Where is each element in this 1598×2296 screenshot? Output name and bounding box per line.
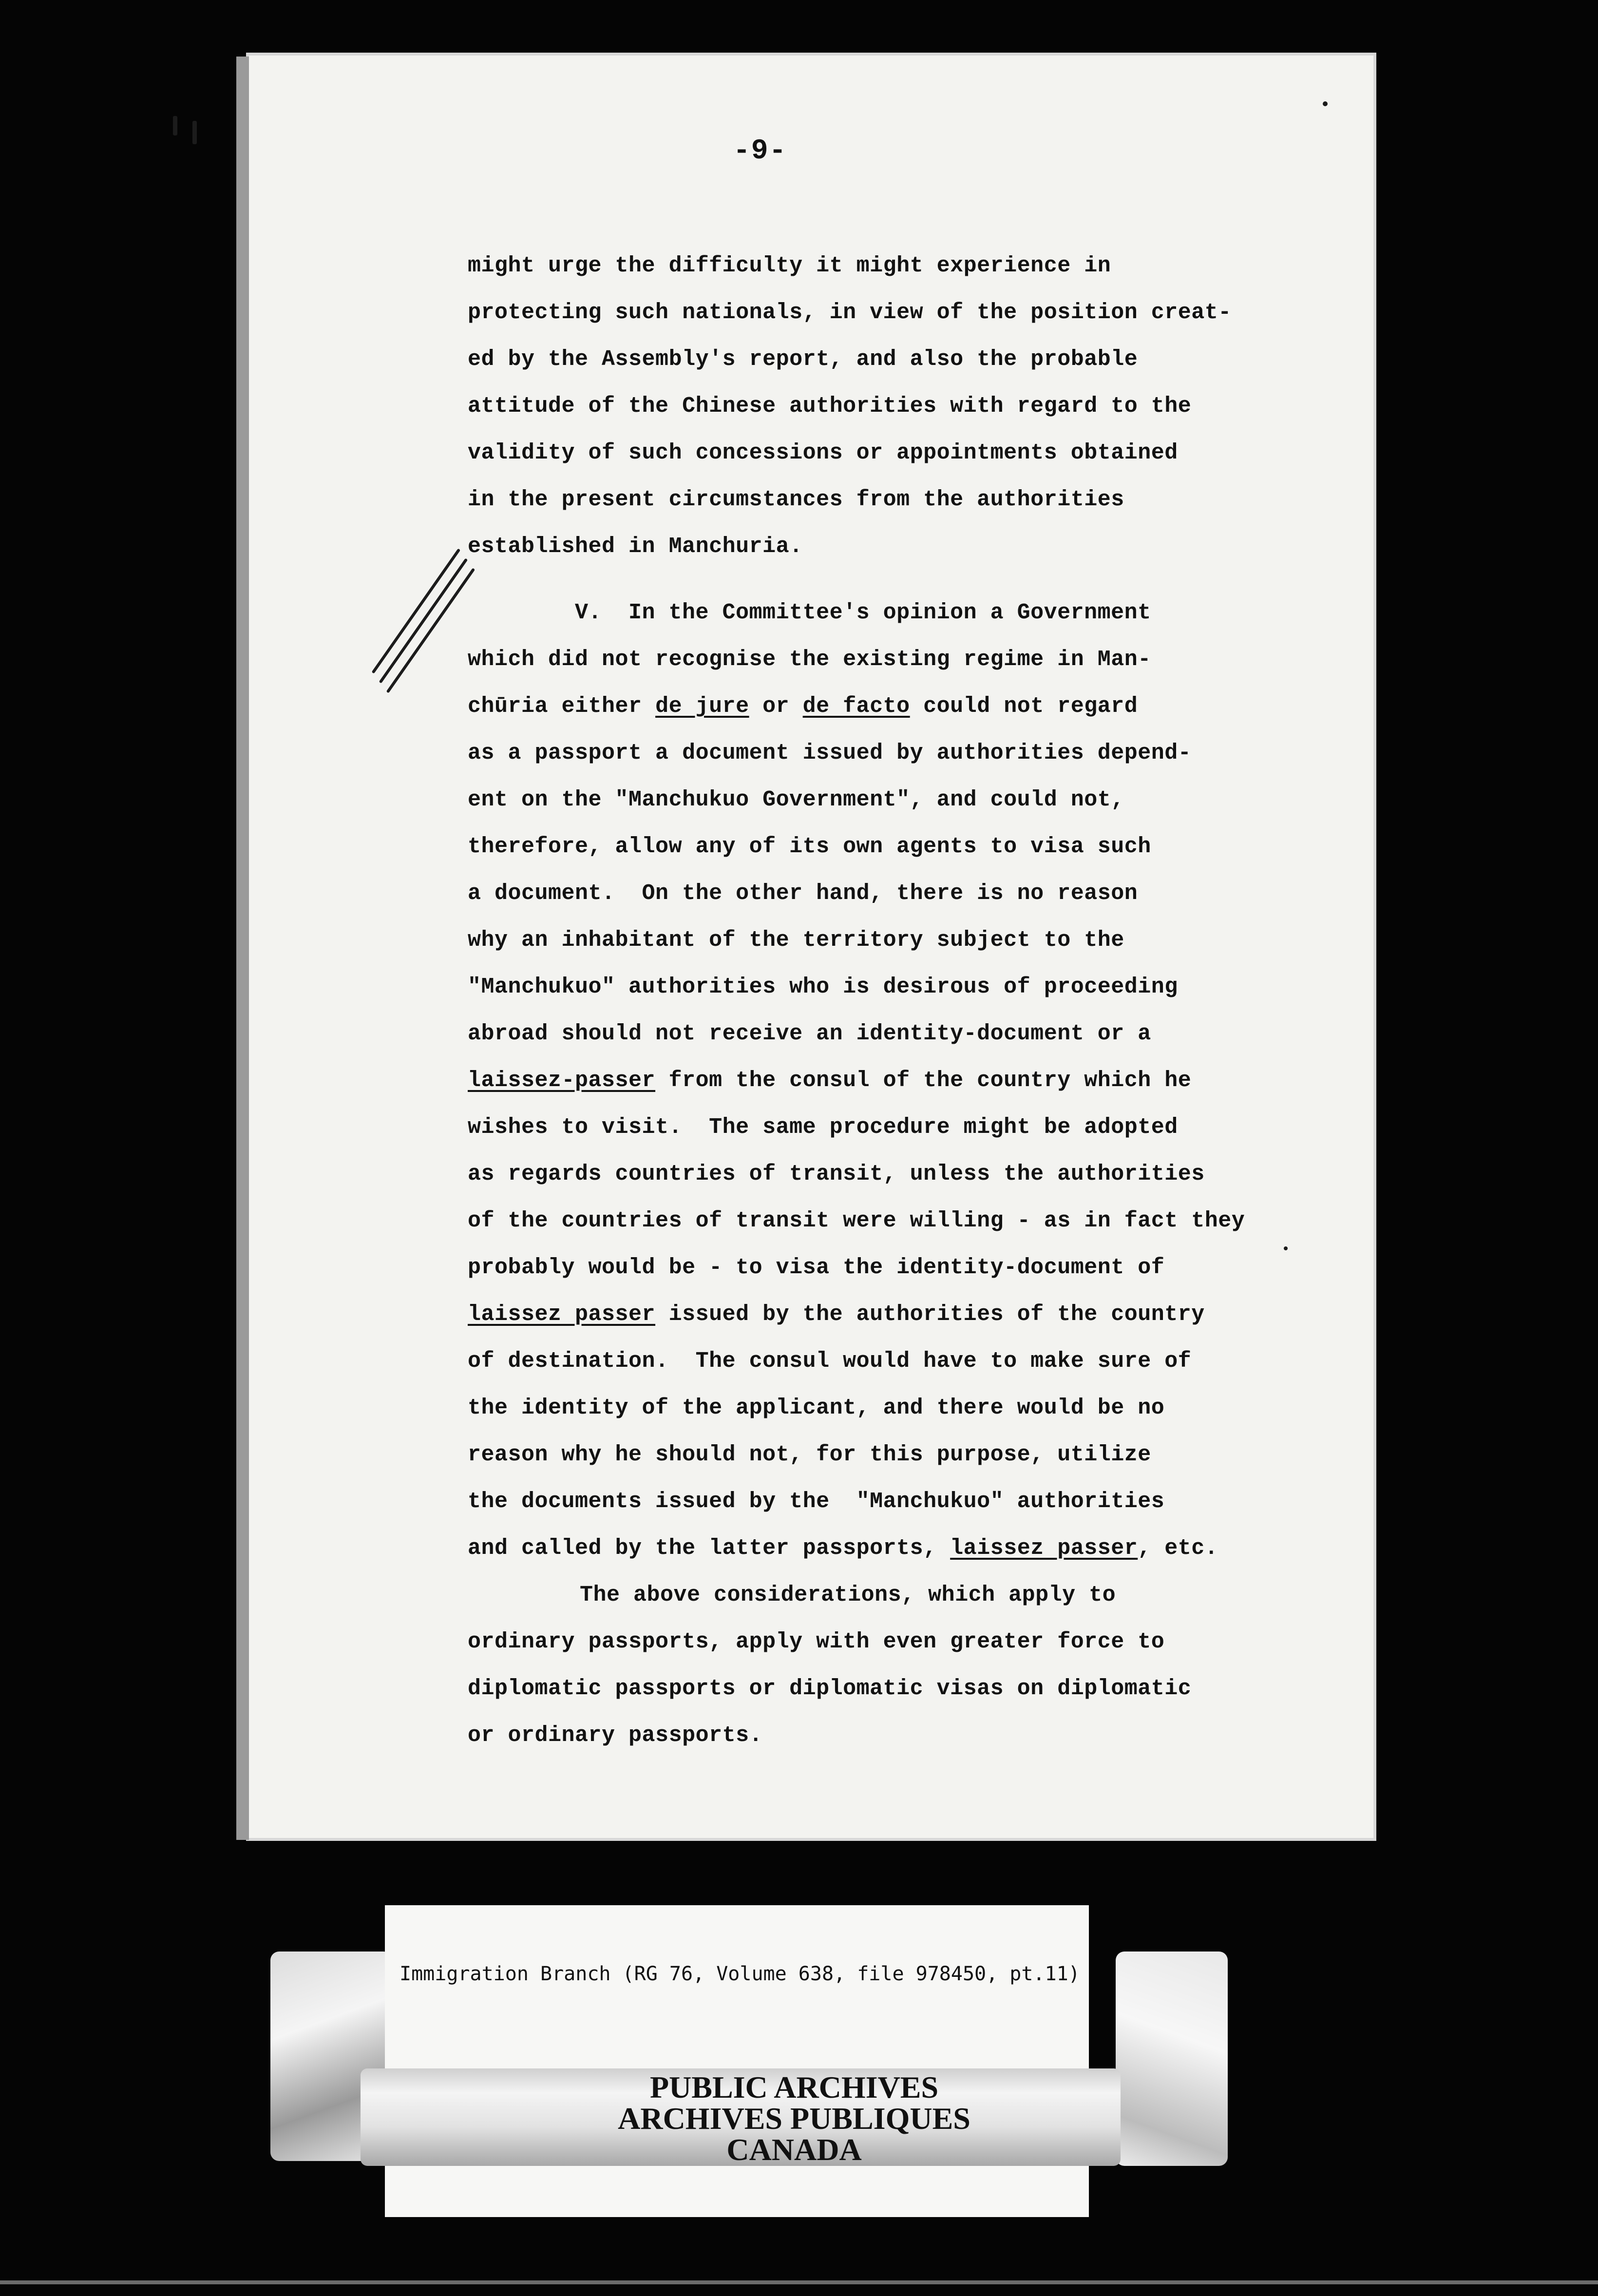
text-line: established in Manchuria.	[468, 534, 803, 559]
stamp-line: ARCHIVES PUBLIQUES	[618, 2101, 970, 2136]
text-segment: could not regard	[910, 694, 1138, 719]
text-line: abroad should not receive an identity-document or a	[468, 1021, 1151, 1046]
stamp-line: PUBLIC ARCHIVES	[649, 2070, 939, 2105]
underlined-term: de facto	[802, 694, 910, 719]
text-line: protecting such nationals, in view of the position creat-	[468, 300, 1232, 325]
text-line: or ordinary passports.	[468, 1723, 763, 1748]
text-segment: from the consul of the country which he	[655, 1068, 1192, 1093]
margin-pen-mark	[379, 558, 468, 683]
text-segment: , etc.	[1138, 1536, 1218, 1561]
text-line: the documents issued by the "Manchukuo" authorities	[468, 1489, 1165, 1514]
text-line: wishes to visit. The same procedure might be adopted	[468, 1115, 1178, 1140]
text-line	[468, 1291, 1345, 1338]
text-line: which did not recognise the existing regime in Man-	[468, 647, 1151, 672]
text-line	[468, 1057, 1345, 1104]
text-line	[468, 683, 1345, 730]
document-page	[246, 53, 1376, 1841]
text-line: why an inhabitant of the territory subject to the	[468, 928, 1124, 953]
text-segment: and called by the latter passports,	[468, 1536, 951, 1561]
text-line: as a passport a document issued by authorities depend-	[468, 741, 1192, 765]
archive-label-strip	[385, 1905, 1089, 2217]
text-line: ordinary passports, apply with even greater force to	[468, 1629, 1165, 1654]
tape-right	[1116, 1952, 1228, 2166]
text-line	[468, 1525, 1345, 1572]
text-line: as regards countries of transit, unless the authorities	[468, 1162, 1205, 1186]
text-line: reason why he should not, for this purpose, utilize	[468, 1442, 1151, 1467]
typed-text	[468, 243, 1345, 1759]
text-line: ent on the "Manchukuo Government", and could not,	[468, 787, 1124, 812]
underlined-term: laissez passer	[468, 1302, 656, 1327]
underlined-term: laissez-passer	[468, 1068, 656, 1093]
text-segment: chūria either	[468, 694, 656, 719]
margin-pen-mark	[192, 121, 197, 144]
text-line: of destination. The consul would have to make sure of	[468, 1349, 1192, 1374]
text-line: of the countries of transit were willing - as in fact they	[468, 1208, 1245, 1233]
text-line: attitude of the Chinese authorities with regard to the	[468, 394, 1192, 419]
text-line: The above considerations, which apply to	[580, 1583, 1116, 1607]
margin-pen-mark	[372, 548, 461, 673]
bottom-rule	[0, 2280, 1598, 2284]
text-line: the identity of the applicant, and there would be no	[468, 1396, 1165, 1420]
text-line: ed by the Assembly's report, and also the probable	[468, 347, 1138, 372]
text-line: a document. On the other hand, there is no reason	[468, 881, 1138, 906]
text-line: validity of such concessions or appointments obtained	[468, 440, 1178, 465]
margin-pen-mark	[173, 116, 177, 135]
ink-speck	[1323, 101, 1328, 106]
archive-caption: Immigration Branch (RG 76, Volume 638, file 978450, pt.11)	[400, 1963, 1080, 1985]
text-segment: or	[749, 694, 803, 719]
page-number: -9-	[733, 135, 787, 167]
text-line: diplomatic passports or diplomatic visas on diplomatic	[468, 1676, 1192, 1701]
text-line: V. In the Committee's opinion a Government	[575, 600, 1151, 625]
text-line: might urge the difficulty it might experience in	[468, 253, 1111, 278]
archive-stamp	[575, 2072, 1013, 2165]
underlined-term: laissez passer	[950, 1536, 1138, 1561]
text-line: probably would be - to visa the identity-document of	[468, 1255, 1165, 1280]
text-line: in the present circumstances from the authorities	[468, 487, 1124, 512]
underlined-term: de jure	[655, 694, 749, 719]
stamp-line: CANADA	[726, 2132, 862, 2167]
text-segment: issued by the authorities of the country	[655, 1302, 1205, 1327]
text-line: therefore, allow any of its own agents to visa such	[468, 834, 1151, 859]
text-line: "Manchukuo" authorities who is desirous of proceeding	[468, 975, 1178, 999]
